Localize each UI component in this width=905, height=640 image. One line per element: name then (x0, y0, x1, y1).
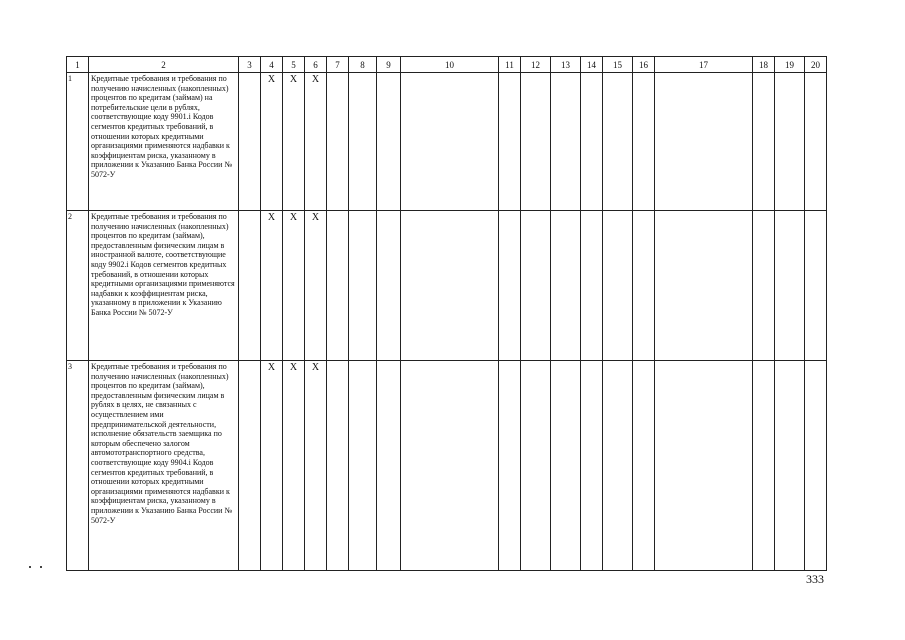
empty-cell (401, 211, 499, 361)
x-mark: X (305, 361, 327, 571)
empty-cell (603, 361, 633, 571)
empty-cell (521, 73, 551, 211)
page-number: 333 (806, 572, 824, 586)
header-cell: 9 (377, 57, 401, 73)
row-number: 3 (67, 361, 89, 571)
empty-cell (581, 361, 603, 571)
empty-cell (349, 73, 377, 211)
empty-cell (633, 361, 655, 571)
empty-cell (349, 211, 377, 361)
empty-cell (401, 361, 499, 571)
row-description: Кредитные требования и требования по получению начисленных (накопленных) процентов по кредитам (займам), предоставленным физическим лицам в рублях в целях, не связанных с осуществлением ими предпринимательской деятельности, исполнение обязательств заемщика по которым обеспечено залогом автомототранспортного средства, соответствующие коду 9904.i Кодов сегментов кредитных требований, в отношении которых кредитными организациями применяются надбавки к коэффициентам риска, указанному в приложении к Указанию Банка России № 5072-У (89, 361, 239, 571)
empty-cell (401, 73, 499, 211)
scan-speck (29, 566, 31, 568)
empty-cell (753, 361, 775, 571)
x-mark: X (283, 361, 305, 571)
empty-cell (655, 211, 753, 361)
empty-cell (775, 211, 805, 361)
x-mark: X (261, 73, 283, 211)
empty-cell (551, 73, 581, 211)
header-cell: 14 (581, 57, 603, 73)
x-mark: X (261, 211, 283, 361)
row-number: 1 (67, 73, 89, 211)
empty-cell (327, 211, 349, 361)
header-cell: 3 (239, 57, 261, 73)
header-cell: 18 (753, 57, 775, 73)
empty-cell (521, 211, 551, 361)
header-cell: 7 (327, 57, 349, 73)
header-cell: 12 (521, 57, 551, 73)
header-cell: 16 (633, 57, 655, 73)
empty-cell (499, 73, 521, 211)
empty-cell (327, 361, 349, 571)
header-cell: 20 (805, 57, 827, 73)
table-row (67, 211, 827, 361)
x-mark: X (283, 73, 305, 211)
scan-speck (40, 566, 42, 568)
empty-cell (499, 361, 521, 571)
empty-cell (327, 73, 349, 211)
empty-cell (655, 73, 753, 211)
header-cell: 8 (349, 57, 377, 73)
empty-cell (775, 361, 805, 571)
empty-cell (603, 211, 633, 361)
empty-cell (239, 361, 261, 571)
header-cell: 19 (775, 57, 805, 73)
x-mark: X (305, 73, 327, 211)
empty-cell (239, 73, 261, 211)
header-cell: 5 (283, 57, 305, 73)
header-row (67, 57, 827, 73)
x-mark: X (305, 211, 327, 361)
empty-cell (239, 211, 261, 361)
empty-cell (805, 361, 827, 571)
header-cell: 10 (401, 57, 499, 73)
empty-cell (753, 73, 775, 211)
x-mark: X (283, 211, 305, 361)
row-description: Кредитные требования и требования по получению начисленных (накопленных) процентов по кредитам (займам), предоставленным физическим лицам в иностранной валюте, соответствующие коду 9902.i Кодов сегментов кредитных требований, в отношении которых кредитными организациями применяются надбавки к коэффициентам риска, указанному в приложении к Указанию Банка России № 5072-У (89, 211, 239, 361)
empty-cell (805, 211, 827, 361)
empty-cell (377, 211, 401, 361)
empty-cell (377, 361, 401, 571)
header-cell: 13 (551, 57, 581, 73)
empty-cell (775, 73, 805, 211)
row-description: Кредитные требования и требования по получению начисленных (накопленных) процентов по кредитам (займам) на потребительские цели в рублях, соответствующие коду 9901.i Кодов сегментов кредитных требований, в отношении которых кредитными организациями применяются надбавки к коэффициентам риска, указанному в приложении к Указанию Банка России № 5072-У (89, 73, 239, 211)
header-cell: 6 (305, 57, 327, 73)
header-cell: 11 (499, 57, 521, 73)
empty-cell (633, 211, 655, 361)
empty-cell (551, 211, 581, 361)
empty-cell (551, 361, 581, 571)
empty-cell (349, 361, 377, 571)
header-cell: 1 (67, 57, 89, 73)
empty-cell (499, 211, 521, 361)
empty-cell (603, 73, 633, 211)
empty-cell (633, 73, 655, 211)
empty-cell (377, 73, 401, 211)
empty-cell (521, 361, 551, 571)
empty-cell (655, 361, 753, 571)
header-cell: 4 (261, 57, 283, 73)
empty-cell (581, 73, 603, 211)
empty-cell (805, 73, 827, 211)
empty-cell (581, 211, 603, 361)
header-cell: 2 (89, 57, 239, 73)
x-mark: X (261, 361, 283, 571)
header-cell: 15 (603, 57, 633, 73)
table-row (67, 361, 827, 571)
empty-cell (753, 211, 775, 361)
header-cell: 17 (655, 57, 753, 73)
row-number: 2 (67, 211, 89, 361)
report-table (66, 56, 827, 571)
table-row (67, 73, 827, 211)
